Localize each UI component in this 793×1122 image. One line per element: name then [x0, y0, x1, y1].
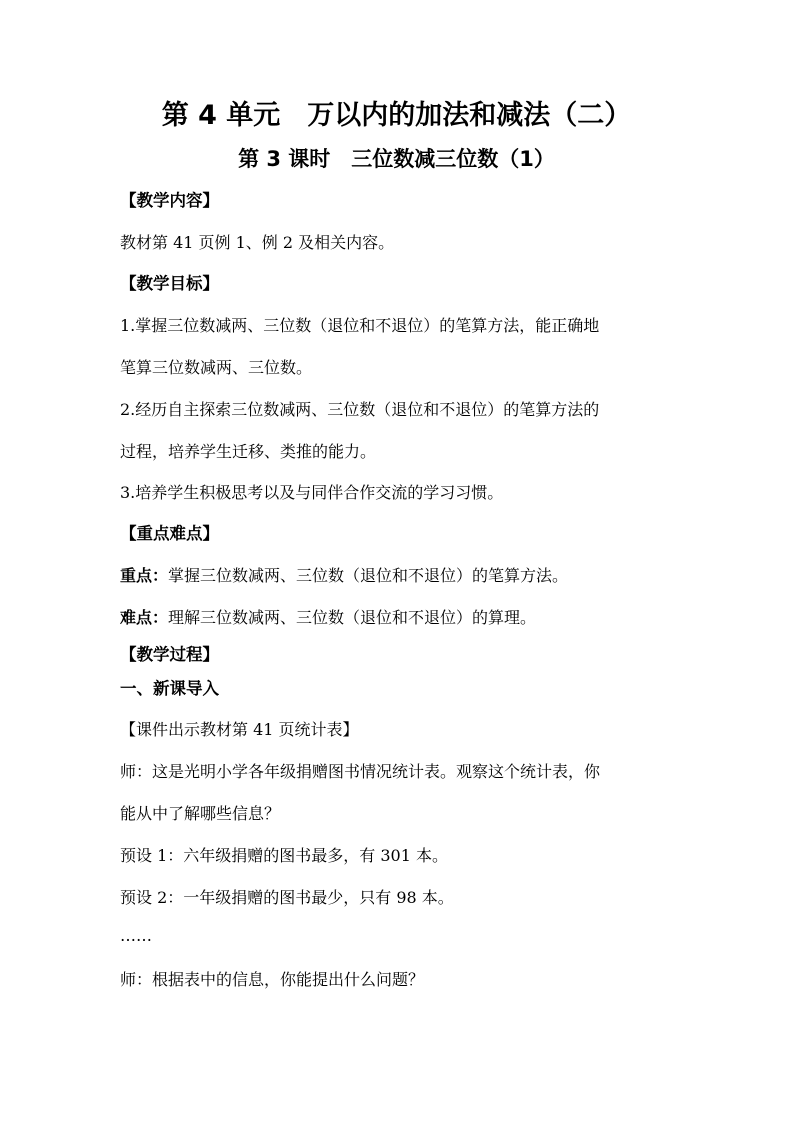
goal-1-line-1: 1.掌握三位数减两、三位数（退位和不退位）的笔算方法，能正确地	[120, 316, 600, 335]
content-text: 教材第 41 页例 1、例 2 及相关内容。	[120, 233, 395, 252]
ellipsis: ……	[120, 926, 152, 945]
teacher-line-1a: 师：这是光明小学各年级捐赠图书情况统计表。观察这个统计表，你	[120, 762, 601, 781]
difficult-point	[120, 606, 680, 630]
goal-2-line-1: 2.经历自主探索三位数减两、三位数（退位和不退位）的笔算方法的	[120, 400, 600, 419]
section-heading-keypoints: 【重点难点】	[120, 524, 219, 543]
section-heading-goals: 【教学目标】	[120, 274, 219, 293]
preset-2: 预设 2：一年级捐赠的图书最少，只有 98 本。	[120, 888, 454, 907]
part-1-heading: 一、新课导入	[120, 679, 219, 698]
section-heading-process: 【教学过程】	[120, 645, 219, 664]
courseware-note: 【课件出示教材第 41 页统计表】	[120, 720, 359, 739]
key-point-text: 掌握三位数减两、三位数（退位和不退位）的笔算方法。	[168, 566, 569, 585]
difficult-point-text: 理解三位数减两、三位数（退位和不退位）的算理。	[168, 608, 537, 627]
unit-title: 第 4 单元 万以内的加法和减法（二）	[161, 100, 632, 131]
goal-1-line-2: 笔算三位数减两、三位数。	[120, 358, 313, 377]
preset-1: 预设 1：六年级捐赠的图书最多，有 301 本。	[120, 846, 448, 865]
section-heading-content: 【教学内容】	[120, 191, 219, 210]
goal-2-line-2: 过程，培养学生迁移、类推的能力。	[120, 442, 377, 461]
lesson-title: 第 3 课时 三位数减三位数（1）	[238, 147, 555, 171]
teacher-line-1b: 能从中了解哪些信息？	[120, 804, 281, 823]
key-point-label: 重点：	[120, 566, 169, 585]
key-point	[120, 564, 680, 588]
goal-3: 3.培养学生积极思考以及与同伴合作交流的学习习惯。	[120, 483, 504, 502]
teacher-line-2: 师：根据表中的信息，你能提出什么问题？	[120, 970, 425, 989]
difficult-point-label: 难点：	[120, 608, 169, 627]
